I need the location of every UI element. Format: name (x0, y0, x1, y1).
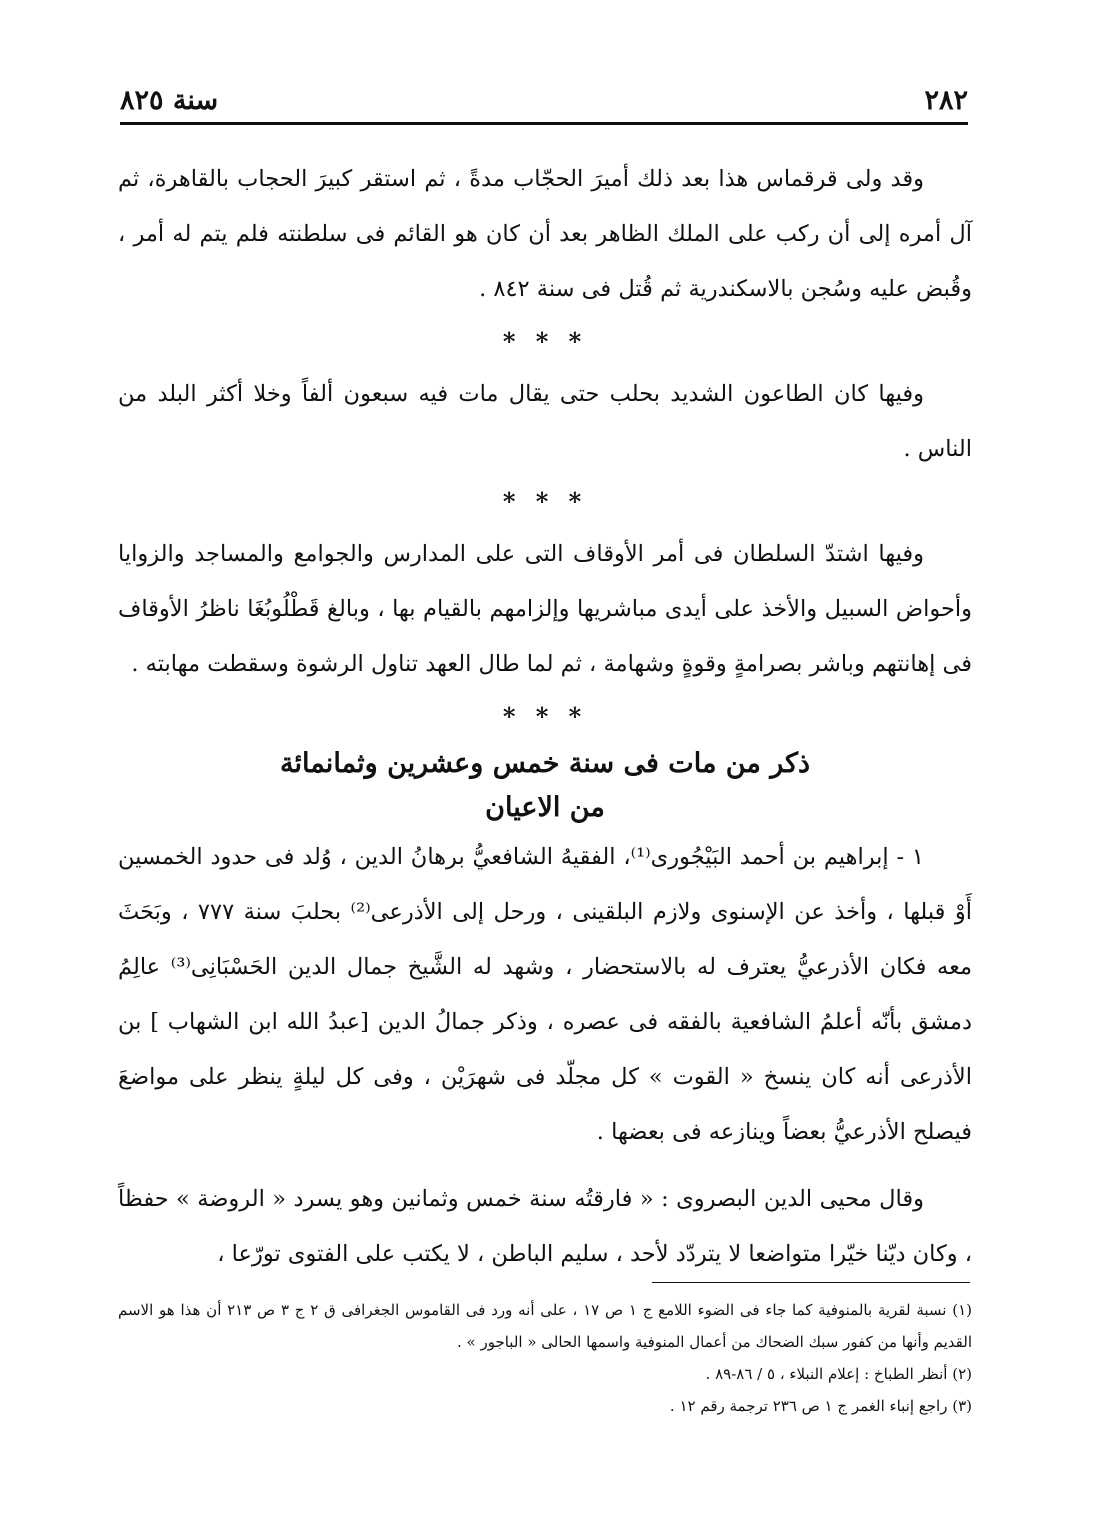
footnotes (118, 1294, 972, 1422)
section-title (118, 742, 972, 830)
paragraph-basrawi-quote: وقال محيى الدين البصروى : « فارقتُه سنة خمس وثمانين وهو يسرد « الروضة » حفظاً ، وكان ديّنا خيّرا متواضعا لا يتردّد لأحد ، سليم الباطن ، لا يكتب على الفتوى تورّعا ، (118, 1186, 972, 1267)
running-header (120, 80, 968, 120)
year-heading: سنة ٨٢٥ (120, 84, 219, 116)
section-separator: * * * (502, 702, 588, 731)
entry-ibrahim-bayjuri: ١ - إبراهيم بن أحمد البَيْجُورى⁽¹⁾، الفقيهُ الشافعيُّ برهانُ الدين ، وُلد فى حدود الخمسين أَوْ قبلها ، وأخذ عن الإسنوى ولازم البلقينى ، ورحل إلى الأذرعى⁽²⁾ بحلبَ سنة ٧٧٧ ، وبَحَثَ معه فكان الأذرعيُّ يعترف له بالاستحضار ، وشهد له الشَّيخ جمال الدين الحَسْبَانِى⁽³⁾ عالِمُ دمشق بأنّه أعلمُ الشافعية بالفقه فى عصره ، وذكر جمالُ الدين [عبدُ الله ابن الشهاب ] بن الأذرعى أنه كان ينسخ « القوت » كل مجلّد فى شهرَيْن ، وفى كل ليلةٍ ينظر على مواضعَ فيصلح الأذرعيُّ بعضاً وينازعه فى بعضها . (118, 844, 972, 1145)
paragraph-plague: وفيها كان الطاعون الشديد بحلب حتى يقال مات فيه سبعون ألفاً وخلا أكثر البلد من الناس . (118, 381, 972, 462)
paragraph-endowments: وفيها اشتدّ السلطان فى أمر الأوقاف التى على المدارس والجوامع والمساجد والزوايا وأحواض السبيل والأخذ على أيدى مباشريها وإلزامهم بالقيام بها ، وبالغ قَطْلُوبُغَا ناظرُ الأوقاف فى إهانتهم وباشر بصرامةٍ وقوةٍ وشهامة ، ثم لما طال العهد تناول الرشوة وسقطت مهابته . (118, 541, 972, 677)
section-title-line-1: ذكر من مات فى سنة خمس وعشرين وثمانمائة (279, 748, 810, 779)
main-text (118, 152, 972, 1282)
section-title-line-2: من الاعيان (485, 792, 605, 823)
page-number: ٢٨٢ (924, 84, 968, 116)
paragraph-qurqumas: وقد ولى قرقماس هذا بعد ذلك أميرَ الحجّاب مدةً ، ثم استقر كبيرَ الحجاب بالقاهرة، ثم آل أمره إلى أن ركب على الملك الظاهر بعد أن كان هو القائم فى سلطنته فلم يتم له أمر ، وقُبض عليه وسُجن بالاسكندرية ثم قُتل فى سنة ٨٤٢ . (118, 166, 972, 302)
section-separator: * * * (502, 487, 588, 516)
footnote-2: (٢) أنظر الطباخ : إعلام النبلاء ، ٥ / ٨٦-٨٩ . (705, 1365, 972, 1383)
footnote-3: (٣) راجع إنباء الغمر ج ١ ص ٢٣٦ ترجمة رقم ١٢ . (669, 1397, 972, 1415)
header-rule (120, 122, 968, 125)
footnote-rule (652, 1282, 970, 1283)
section-separator: * * * (502, 327, 588, 356)
footnote-1: (١) نسبة لقرية بالمنوفية كما جاء فى الضوء اللامع ج ١ ص ١٧ ، على أنه ورد فى القاموس الجغرافى ق ٢ ج ٣ ص ٢١٣ أن هذا هو الاسم القديم وأنها من كفور سبك الضحاك من أعمال المنوفية واسمها الحالى « الباجور » . (118, 1301, 973, 1351)
